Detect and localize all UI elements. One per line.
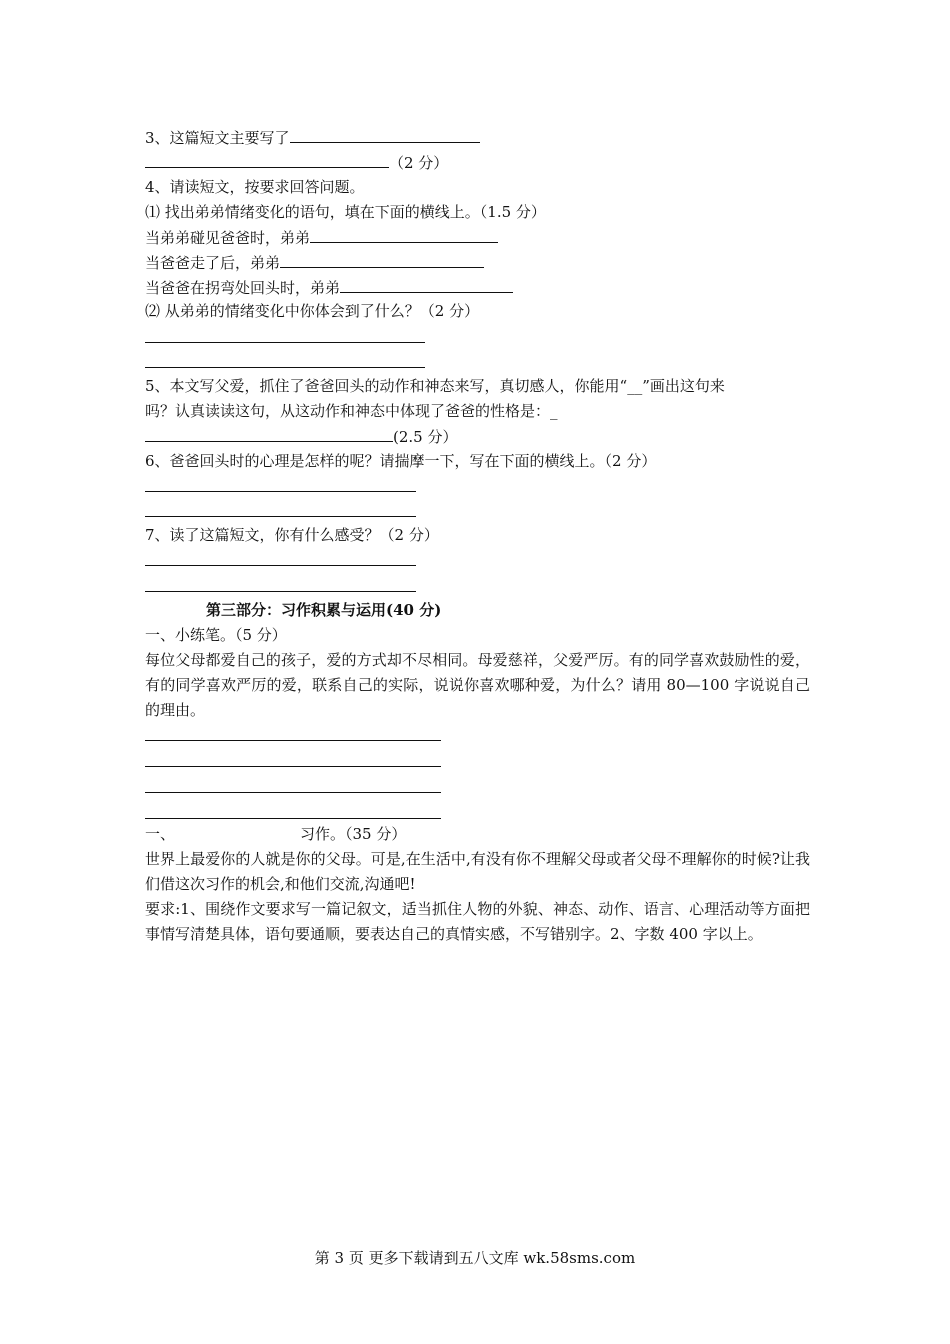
section-2-number: 一、 bbox=[145, 825, 176, 843]
answer-line bbox=[145, 516, 416, 517]
question-6: 6、爸爸回头时的心理是怎样的呢？请揣摩一下，写在下面的横线上。（2 分） bbox=[145, 452, 657, 470]
page-footer: 第 3 页 更多下载请到五八文库 wk.58sms.com bbox=[314, 1249, 636, 1267]
answer-blank bbox=[145, 425, 393, 442]
question-5-score: (2.5 分） bbox=[393, 428, 458, 446]
question-3 bbox=[145, 126, 480, 149]
part-3-heading: 第三部分：习作积累与运用(40 分) bbox=[206, 601, 442, 619]
answer-line bbox=[145, 342, 425, 343]
line-b-text: 当爸爸走了后，弟弟 bbox=[145, 254, 281, 272]
section-2-title bbox=[145, 823, 406, 845]
question-4-line-b bbox=[145, 251, 484, 274]
question-3-text: 3、这篇短文主要写了 bbox=[145, 129, 290, 147]
answer-line bbox=[145, 565, 416, 566]
question-5-line-2: 吗？认真读读这句，从这动作和神态中体现了爸爸的性格是：_ bbox=[145, 402, 558, 420]
answer-line bbox=[145, 591, 416, 592]
line-c-text: 当爸爸在拐弯处回头时，弟弟 bbox=[145, 279, 341, 297]
section-2-body: 世界上最爱你的人就是你的父母。可是,在生活中,有没有你不理解父母或者父母不理解你的时候?让我们借这次习作的机会,和他们交流,沟通吧! bbox=[145, 850, 810, 893]
question-3-continuation bbox=[145, 151, 448, 174]
line-a-text: 当弟弟碰见爸爸时，弟弟 bbox=[145, 229, 311, 247]
section-2-label: 习作。（35 分） bbox=[300, 825, 407, 843]
answer-blank bbox=[280, 251, 484, 268]
answer-blank bbox=[145, 151, 389, 168]
answer-line bbox=[145, 367, 425, 368]
answer-blank bbox=[340, 276, 513, 293]
question-4-line-a bbox=[145, 226, 498, 249]
answer-line bbox=[145, 491, 416, 492]
answer-line bbox=[145, 740, 441, 741]
answer-line bbox=[145, 818, 441, 819]
answer-line bbox=[145, 766, 441, 767]
question-3-score: （2 分） bbox=[389, 154, 449, 172]
answer-blank bbox=[290, 126, 480, 143]
section-1-title: 一、小练笔。（5 分） bbox=[145, 626, 287, 644]
question-4: 4、请读短文，按要求回答问题。 bbox=[145, 178, 365, 196]
section-1-body: 每位父母都爱自己的孩子，爱的方式却不尽相同。母爱慈祥，父爱严厉。有的同学喜欢鼓励性的爱，有的同学喜欢严厉的爱，联系自己的实际，说说你喜欢哪种爱，为什么？请用 80—100 字说说自己的理由。 bbox=[145, 651, 810, 719]
answer-blank bbox=[310, 226, 498, 243]
answer-line bbox=[145, 792, 441, 793]
question-4-sub-1: ⑴ 找出弟弟情绪变化的语句，填在下面的横线上。（1.5 分） bbox=[145, 203, 546, 221]
question-5-line-1: 5、本文写父爱，抓住了爸爸回头的动作和神态来写，真切感人，你能用“__”画出这句来 bbox=[145, 377, 725, 395]
question-4-line-c bbox=[145, 276, 513, 299]
question-5-line-3 bbox=[145, 425, 457, 448]
question-4-sub-2: ⑵ 从弟弟的情绪变化中你体会到了什么？（2 分） bbox=[145, 302, 480, 320]
question-7: 7、读了这篇短文，你有什么感受？（2 分） bbox=[145, 526, 439, 544]
section-2-requirements: 要求:1、围绕作文要求写一篇记叙文，适当抓住人物的外貌、神态、动作、语言、心理活动等方面把事情写清楚具体，语句要通顺，要表达自己的真情实感，不写错别字。2、字数 400 字以上。 bbox=[145, 900, 810, 943]
